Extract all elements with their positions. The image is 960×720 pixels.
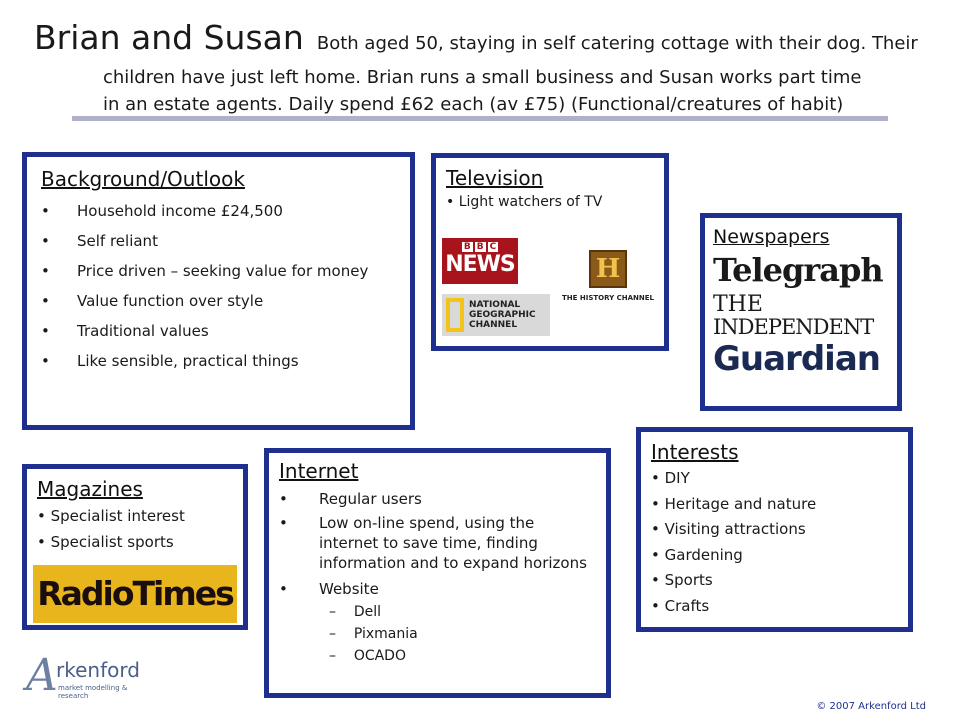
list-item: • Specialist sports — [37, 533, 174, 551]
national-geographic-logo: NATIONAL GEOGRAPHIC CHANNEL — [442, 294, 550, 336]
independent-logo-the: THE — [713, 292, 763, 317]
list-item: • Sports — [651, 571, 713, 589]
list-item: • Like sensible, practical things — [41, 351, 396, 372]
telegraph-logo: Telegraph — [713, 251, 883, 289]
list-item: • Regular users — [279, 489, 596, 509]
television-panel — [431, 153, 669, 351]
website-list — [279, 601, 596, 667]
background-list — [41, 201, 396, 372]
internet-panel — [264, 448, 611, 698]
television-item: • Light watchers of TV — [446, 194, 603, 210]
list-item: • Website — [279, 579, 596, 599]
interests-heading: Interests — [651, 440, 739, 464]
header-divider — [72, 116, 888, 121]
page-title: Brian and Susan — [34, 18, 304, 57]
independent-logo: INDEPENDENT — [713, 315, 874, 339]
internet-list — [279, 489, 596, 599]
list-item: • Household income £24,500 — [41, 201, 396, 222]
internet-heading: Internet — [279, 459, 359, 483]
list-item: • Specialist interest — [37, 507, 185, 525]
magazines-panel — [22, 464, 248, 630]
list-item: • Value function over style — [41, 291, 396, 312]
list-item: • Visiting attractions — [651, 520, 806, 538]
newspapers-heading: Newspapers — [713, 226, 830, 248]
list-item: • Price driven – seeking value for money — [41, 261, 396, 282]
list-item: • Low on-line spend, using the internet to save time, finding information and to expand horizons — [279, 513, 596, 573]
newspapers-panel — [700, 213, 902, 411]
header-line-2: children have just left home. Brian runs a small business and Susan works part time — [103, 67, 862, 88]
background-heading: Background/Outlook — [41, 167, 245, 191]
list-item: • Heritage and nature — [651, 494, 817, 513]
list-item: • Gardening — [651, 545, 743, 564]
copyright: © 2007 Arkenford Ltd — [816, 701, 926, 712]
list-item: – OCADO — [329, 648, 406, 664]
header-line-1: Both aged 50, staying in self catering cottage with their dog. Their — [316, 33, 918, 54]
magazines-list — [37, 503, 233, 555]
interests-list — [651, 466, 898, 619]
list-item: – Pixmania — [329, 626, 418, 642]
header — [34, 18, 934, 57]
guardian-logo: Guardian — [713, 339, 880, 379]
list-item: • DIY — [651, 469, 690, 487]
background-outlook-panel — [22, 152, 415, 430]
list-item: • Self reliant — [41, 231, 396, 252]
arkenford-logo: A rkenford market modelling & research — [26, 650, 140, 701]
television-heading: Television — [446, 166, 544, 190]
list-item: • Traditional values — [41, 321, 396, 342]
radiotimes-logo: RadioTimes — [33, 565, 237, 623]
interests-panel — [636, 427, 913, 632]
list-item: – Dell — [329, 604, 381, 620]
magazines-heading: Magazines — [37, 477, 143, 501]
history-channel-logo: H THE HISTORY CHANNEL — [558, 250, 658, 312]
list-item: • Crafts — [651, 596, 710, 615]
header-line-3: in an estate agents. Daily spend £62 each (av £75) (Functional/creatures of habit) — [103, 94, 844, 115]
bbc-news-logo: B B C NEWS — [442, 238, 518, 284]
